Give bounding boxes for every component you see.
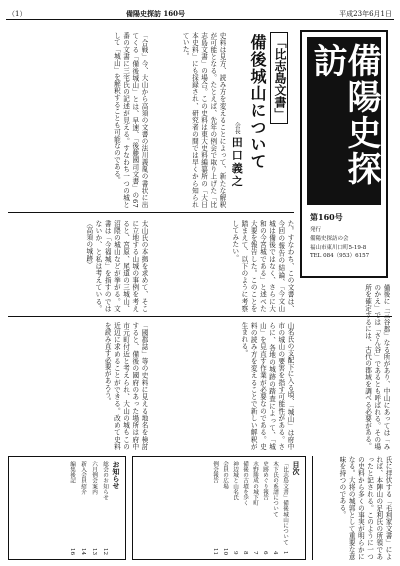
newsletter-issue: 備陽史探訪 160号 — [126, 9, 186, 18]
publisher-info — [310, 226, 369, 261]
contents-item-title: 会員の広場 — [222, 461, 228, 489]
contents-item-page: 9 — [232, 551, 238, 555]
contents-item-page: 10 — [222, 547, 228, 555]
issue-number: 第160号 — [310, 212, 343, 222]
contents-item — [241, 461, 249, 555]
body-column-6: 山名氏の支配下に入る頃、「城山」は府中市の城山の要害を指す可能性がある。さらに、各地の城跡の踏査によって、「城山」を見直す作業が必要なのである。史料の読み方を変えることで新しい解釈が生まれる。 — [239, 322, 294, 450]
contents-heading: 目次 — [292, 461, 301, 475]
notice-item-page: 12 — [102, 547, 108, 555]
publisher-tel: TEL 084（953）6157 — [310, 253, 370, 260]
contents-item — [261, 461, 269, 555]
masthead-title: 備陽史探訪 — [307, 43, 381, 187]
contents-item — [221, 461, 229, 555]
notice-item-title: 六月例会案内 — [91, 461, 97, 495]
feature-title-block — [230, 32, 290, 208]
issue-date: 平成23年6月1日 — [339, 10, 392, 18]
page-header — [6, 6, 394, 20]
contents-item-page: 8 — [242, 551, 248, 555]
article-title: 備後城山について — [248, 34, 267, 170]
author-byline — [230, 122, 243, 189]
notices-list — [13, 461, 109, 555]
contents-item-page: 7 — [252, 551, 258, 555]
contents-item — [251, 461, 259, 555]
contents-list — [137, 461, 289, 555]
page-number: （1） — [8, 10, 27, 18]
notices-heading: お知らせ — [112, 461, 121, 489]
publisher-label: 発行 — [310, 227, 322, 233]
author-name: 田口義之 — [230, 136, 244, 189]
notice-item-page: 14 — [80, 547, 86, 555]
contents-item-title: 木下氏の系譜について — [272, 461, 278, 517]
contents-item-page: 4 — [272, 551, 278, 555]
contents-item-title: 「比志島文書」備後城山について — [282, 461, 288, 545]
bottom-divider — [312, 456, 313, 560]
body-column-2: 「合戦」今、大山から高須の文書の法川義胤の書状に出てくる「備後城山」とは、早速、「後藤國司文書」の67番の文書に三宅氏の記述が見える。すなわち一つの城として「城山」を解釈することも可能なのである。 — [112, 32, 148, 208]
body-column-7: 備後に「三谷郡」なる所があり、中山にあっては「みのかえ」では「さん谷」であるとも呼ばれる。その場所を確定するには、古代の郡域を調べる必要がある。 — [363, 284, 390, 450]
masthead-title-box — [307, 37, 381, 205]
contents-item — [211, 461, 219, 555]
contents-item-title: 例会報告 — [212, 461, 218, 484]
contents-item-page: 1 — [282, 551, 288, 555]
notice-item — [90, 461, 98, 555]
contents-item — [271, 461, 279, 555]
body-column-8: 氏に拝伏する「毛利家文書」によれば、本陣山の足利氏の所領であったと記される。このように一つの史料から多くの事実が明らかになる。大将の城郭として重要な意味を持つのである。 — [337, 456, 392, 560]
contents-item-title: 神辺城と山名氏 — [232, 461, 238, 501]
publisher-name: 備陽史探訪の会 — [310, 235, 349, 242]
section-divider-1 — [8, 212, 294, 213]
notices-box — [8, 456, 126, 560]
body-column-1: 史料は見方、読み方を変えることによって、新たな解釈が可能となる。たとえば、先年の例会で取り上げた「比志島文書」の場合。この史料は東大史料編纂所の「大日本史料」にも採録され、研究者の間では早くから知られていた。 — [181, 32, 226, 208]
body-column-3: 太山氏の本拠を求めて、そこに立地する山城の事例を考えると、宮原、尾道の三城山、沼隈の城山などが挙がる。文書は「今福城」を指すのではないか、と私は考えている。（高須の城跡） — [84, 220, 148, 312]
contents-item-title: 水野勝成の城下町 — [252, 461, 258, 506]
contents-item-title: 備後の古墳を歩く — [242, 461, 248, 506]
notice-item-page: 16 — [69, 547, 75, 555]
body-column-5: 「國郡誌」等の史料に見える地名を検討すると、備後の國府のあった場所は府中市元町付近と考えられ、大山の城もこの近辺に求めることができる。改めて史料を読み直す必要があろう。 — [103, 322, 148, 450]
table-of-contents — [132, 456, 306, 560]
header-divider — [6, 19, 394, 20]
contents-item-title: 史跡めぐり報告 — [262, 461, 268, 501]
notice-item-page: 13 — [91, 547, 97, 555]
body-column-4: た。すなわち、この文書は、今回の報告の結論、「今文山城は備後ではなく、さらに大和の今宮城である」と述べた大要を報告した。このことを踏まえて、以下のように考察してみたい。 — [230, 220, 294, 312]
contents-item-page: 6 — [262, 551, 268, 555]
notice-item-title: 総会のお知らせ — [102, 461, 108, 501]
contents-item — [281, 461, 289, 555]
notice-item — [68, 461, 76, 555]
notice-item-title: 編集後記 — [69, 461, 75, 484]
series-title: 「比志島文書」 — [270, 32, 288, 124]
notice-item-title: 新入会員紹介 — [80, 461, 86, 495]
notice-item — [79, 461, 87, 555]
contents-item — [231, 461, 239, 555]
contents-item-page: 11 — [212, 547, 218, 555]
masthead — [300, 30, 388, 278]
publisher-address: 福山市東川口町5-19-8 — [310, 244, 367, 251]
notice-item — [101, 461, 109, 555]
author-role: 会長 — [233, 122, 241, 134]
